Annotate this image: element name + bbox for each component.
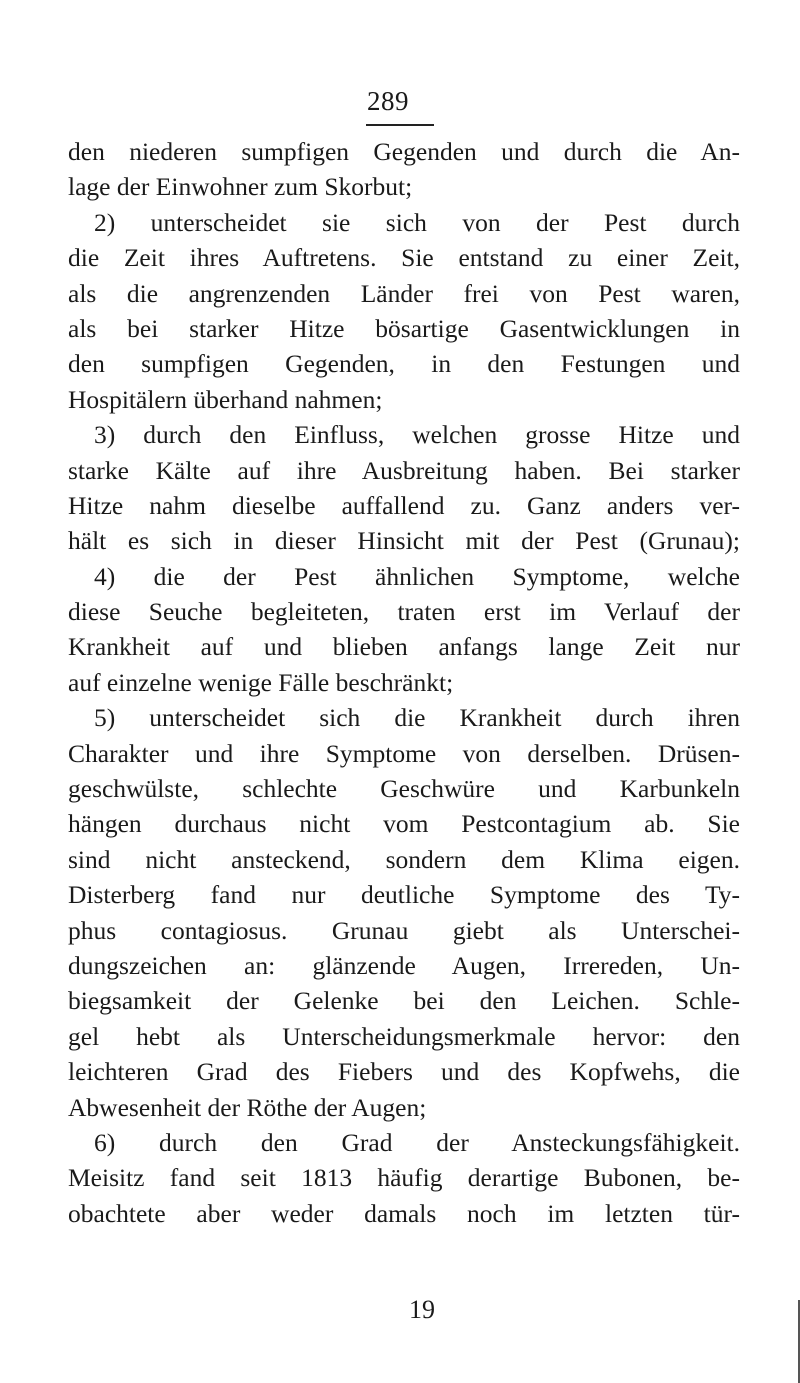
- text-line: die Zeit ihres Auftretens. Sie entstand zu einer Zeit,: [68, 243, 740, 273]
- body-text: [68, 134, 740, 1231]
- text-line: auf einzelne wenige Fälle beschränkt;: [68, 667, 454, 697]
- text-line: biegsamkeit der Gelenke bei den Leichen. Schle-: [68, 986, 740, 1016]
- text-line: Hospitälern überhand nahmen;: [68, 384, 383, 414]
- header-rule: [366, 124, 434, 126]
- text-line: Meisitz fand seit 1813 häufig derartige Bubonen, be-: [68, 1163, 740, 1193]
- text-line: als bei starker Hitze bösartige Gasentwicklungen in: [68, 313, 740, 343]
- text-line: 2) unterscheidet sie sich von der Pest durch: [94, 207, 740, 237]
- text-line: Krankheit auf und blieben anfangs lange Zeit nur: [68, 632, 740, 662]
- text-line: den niederen sumpfigen Gegenden und durch die An-: [68, 137, 740, 166]
- page-number: 289: [367, 86, 409, 116]
- text-line: 6) durch den Grad der Ansteckungsfähigkeit.: [94, 1127, 740, 1157]
- text-line: den sumpfigen Gegenden, in den Festungen und: [68, 349, 740, 379]
- text-line: Hitze nahm dieselbe auffallend zu. Ganz anders ver-: [68, 490, 740, 520]
- text-line: diese Seuche begleiteten, traten erst im Verlauf der: [68, 597, 740, 627]
- text-line: starke Kälte auf ihre Ausbreitung haben. Bei starker: [68, 455, 740, 485]
- text-line: Disterberg fand nur deutliche Symptome des Ty-: [68, 880, 740, 910]
- text-line: 3) durch den Einfluss, welchen grosse Hitze und: [94, 420, 740, 450]
- text-line: leichteren Grad des Fiebers und des Kopfwehs, die: [68, 1057, 740, 1087]
- text-line: sind nicht ansteckend, sondern dem Klima eigen.: [68, 844, 740, 874]
- text-line: 4) die der Pest ähnlichen Symptome, welche: [94, 561, 740, 591]
- text-line: phus contagiosus. Grunau giebt als Unterschei-: [68, 915, 740, 945]
- signature-mark: 19: [409, 1295, 435, 1324]
- text-line: hält es sich in dieser Hinsicht mit der Pest (Grunau);: [68, 526, 740, 556]
- text-line: obachtete aber weder damals noch im letzten tür-: [68, 1198, 740, 1228]
- text-line: hängen durchaus nicht vom Pestcontagium ab. Sie: [68, 809, 740, 839]
- text-line: gel hebt als Unterscheidungsmerkmale hervor: den: [68, 1021, 740, 1051]
- text-line: 5) unterscheidet sich die Krankheit durch ihren: [94, 703, 740, 733]
- text-line: lage der Einwohner zum Skorbut;: [68, 172, 413, 202]
- text-line: Charakter und ihre Symptome von derselben. Drüsen-: [68, 738, 740, 768]
- text-line: als die angrenzenden Länder frei von Pest waren,: [68, 278, 740, 308]
- text-line: geschwülste, schlechte Geschwüre und Karbunkeln: [68, 774, 740, 804]
- text-line: dungszeichen an: glänzende Augen, Irrereden, Un-: [68, 950, 740, 980]
- text-line: Abwesenheit der Röthe der Augen;: [68, 1092, 427, 1122]
